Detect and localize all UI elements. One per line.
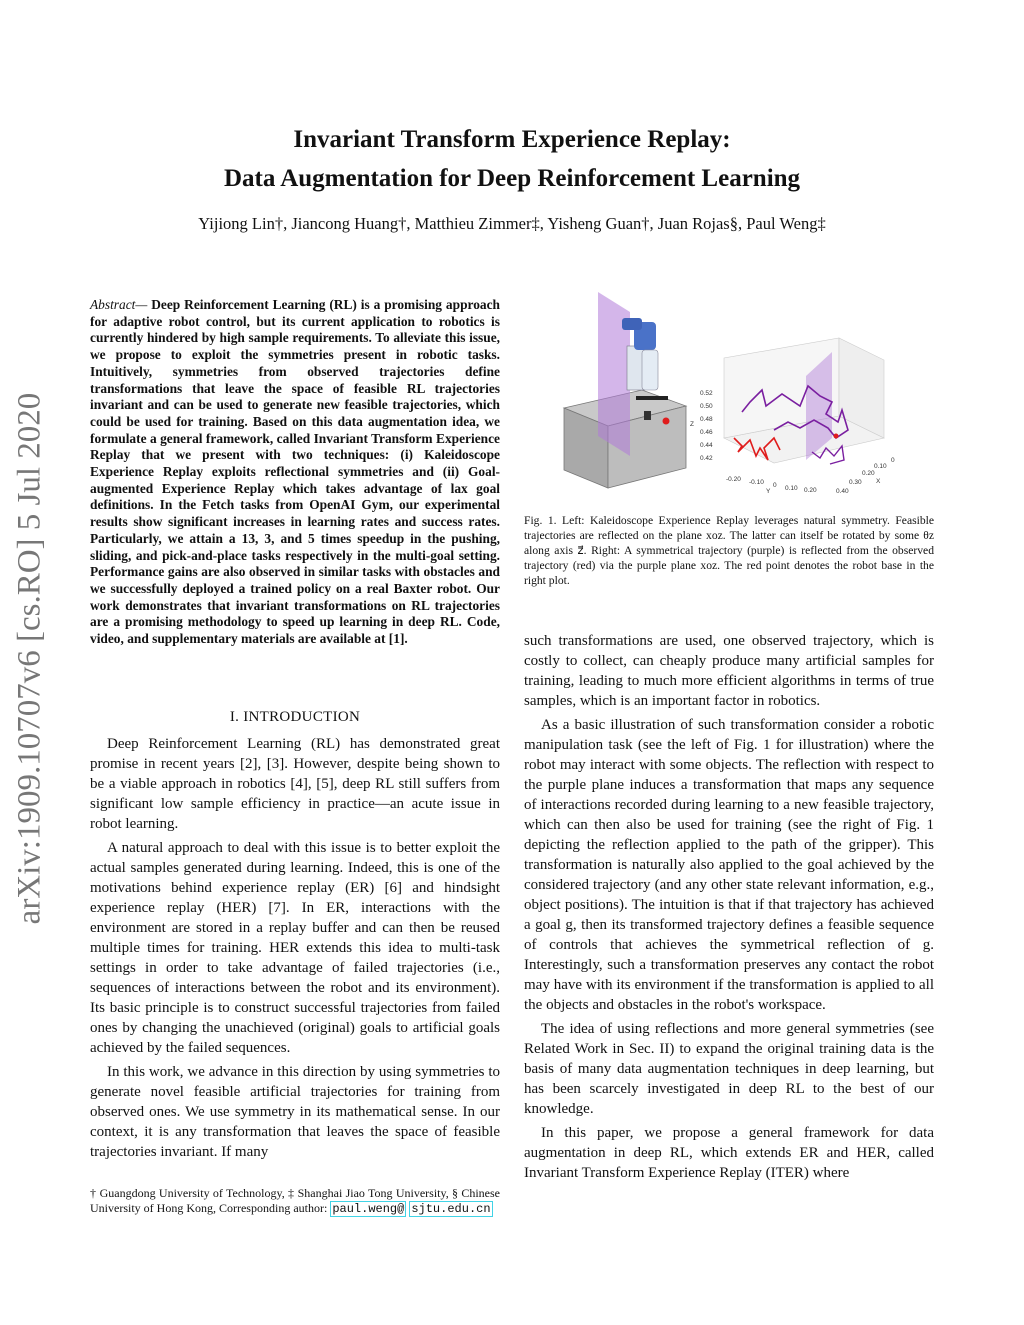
svg-text:0.20: 0.20 (862, 470, 875, 477)
paragraph: The idea of using reflections and more general symmetries (see Related Work in Sec. II) to expand the original training data is the basis of many data augmentation techniques in deep learning, but has been scarcely investigated in deep RL to the best of our knowledge. (524, 1021, 934, 1117)
footnote: † Guangdong University of Technology, ‡ Shanghai Jiao Tong University, § Chinese University of Hong Kong, Corresponding author: paul.weng@ sjtu.edu.cn (90, 1186, 500, 1216)
left-column-body (90, 734, 500, 1166)
trajectory-plot (690, 338, 895, 495)
svg-text:0.46: 0.46 (700, 429, 713, 436)
section-heading-introduction: I. INTRODUCTION (229, 709, 361, 725)
z-axis-label: Z (690, 421, 694, 428)
svg-text:0.10: 0.10 (785, 485, 798, 492)
figure-1-graphic (524, 288, 934, 503)
svg-text:0.20: 0.20 (804, 487, 817, 494)
title-line-2: Data Augmentation for Deep Reinforcement Learning (223, 165, 801, 192)
svg-text:0.44: 0.44 (700, 442, 713, 449)
robot-illustration (564, 292, 686, 488)
svg-text:0.48: 0.48 (700, 416, 713, 423)
paragraph: In this work, we advance in this direction by using symmetries to generate novel feasible artificial trajectories for training from observed ones. We use symmetry in its mathematical sense. In our context, it is any transformation that leaves the space of feasible trajectories invariant. If many (90, 1064, 500, 1160)
paragraph: In this paper, we propose a general framework for data augmentation in deep RL, which extends ER and HER, called Invariant Transform Experience Replay (ITER) where (524, 1125, 934, 1181)
x-axis-label: X (876, 478, 881, 485)
svg-text:-0.10: -0.10 (749, 479, 764, 486)
x-axis-ticks (836, 457, 895, 495)
svg-text:0.10: 0.10 (874, 463, 887, 470)
svg-text:0: 0 (773, 482, 777, 489)
arxiv-stamp: arXiv:1909.10707v6 [cs.RO] 5 Jul 2020 (11, 392, 48, 925)
svg-text:0.52: 0.52 (700, 390, 713, 397)
abstract-label: Abstract (90, 297, 136, 312)
y-axis-ticks (726, 476, 817, 494)
paragraph: Deep Reinforcement Learning (RL) has demonstrated great promise in recent years [2], [3]. However, despite being shown to be a viable approach in robotics [4], [5], deep RL still suffers from significant low sample efficiency in practice—an acute issue in robot learning. (90, 736, 500, 832)
paragraph: such transformations are used, one observed trajectory, which is costly to collect, can cheaply produce many artificial samples for training, leading to much more efficient algorithms in terms of true samples, which is an important factor in robotics. (524, 633, 934, 709)
paper-title (0, 120, 1024, 198)
title-line-1: Invariant Transform Experience Replay: (293, 126, 731, 153)
y-axis-label: Y (766, 488, 771, 495)
figure-1 (524, 288, 934, 503)
paragraph: As a basic illustration of such transformation consider a robotic manipulation task (see the left of Fig. 1 for illustration) where the robot may interact with some objects. The reflection with respect to the purple plane induces a transformation that maps any sequence of interactions recorded during learning to a new feasible trajectory, which can then also be used for training (see the right of Fig. 1 depicting the reflection applied to the path of the gripper). This transformation is naturally also applied to the goal achieved by the considered trajectory (and any other state relevant information, e.g., object positions). The intuition is that if that trajectory has achieved a goal g, then its transformed trajectory defines a feasible sequence of controls that achieves the symmetrical reflection of g. Interestingly, such a transformation preserves any contact the robot may have with its environment if the transformation is applied to all the objects and obstacles in the robot's workspace. (524, 717, 934, 1013)
authors: Yijiong Lin†, Jiancong Huang†, Matthieu Zimmer‡, Yisheng Guan†, Juan Rojas§, Paul Weng‡ (198, 214, 826, 233)
svg-text:0.50: 0.50 (700, 403, 713, 410)
abstract: Abstract— Deep Reinforcement Learning (RL) is a promising approach for adaptive robot control, but its current application to robotics is currently hindered by high sample requirements. To alleviate this issue, we propose to exploit the symmetries present in robotic tasks. Intuitively, symmetries from observed trajectories define transformations that leave the space of feasible RL trajectories invariant and can be used to generate new feasible trajectories, which could be used for training. Based on this data augmentation idea, we formulate a general framework, called Invariant Transform Experience Replay that we present with two techniques: (i) Kaleidoscope Experience Replay exploits reflectional symmetries and (ii) Goal-augmented Experience Replay which takes advantage of lax goal definitions. In the Fetch tasks from OpenAI Gym, our experimental results show significant increases in learning rates and success rates. Particularly, we attain a 13, 3, and 5 times speedup in the pushing, sliding, and pick-and-place tasks respectively in the multi-goal setting. Performance gains are also observed in similar tasks with obstacles and we successfully deployed a trained policy on a real Baxter robot. Our work demonstrates that invariant transformations on RL trajectories are a promising methodology to speed up learning in deep RL. Code, video, and supplementary materials are available at [1]. (90, 297, 500, 647)
email-link-continued[interactable]: sjtu.edu.cn (411, 1202, 491, 1216)
svg-text:0.42: 0.42 (700, 455, 713, 462)
right-column-body (524, 631, 934, 1187)
svg-text:0.40: 0.40 (836, 488, 849, 495)
svg-text:-0.20: -0.20 (726, 476, 741, 483)
svg-text:0.30: 0.30 (849, 479, 862, 486)
paragraph: A natural approach to deal with this issue is to better exploit the actual samples generated during learning. Indeed, this is one of the motivations behind experience replay (ER) [6] and hindsight experience replay (HER) [7]. In ER, interactions with the environment are stored in a replay buffer and can then be reused multiple times for training. HER extends this idea to multi-task settings in order to take advantage of failed trajectories (i.e., sequences of interactions between the robot and its environment). Its basic principle is to construct successful trajectories from failed ones by changing the unachieved (original) goals to artificial goals achieved by the failed sequences. (90, 840, 500, 1056)
robot-base-point (834, 434, 839, 439)
abstract-text: Deep Reinforcement Learning (RL) is a promising approach for adaptive robot control, but its current application to robotics is currently hindered by high sample requirements. To alleviate this issue, we propose to exploit the symmetries present in robotic tasks. Intuitively, symmetries from observed trajectories define transformations that leave the space of feasible RL trajectories invariant and can be used to generate new feasible trajectories, which could be used for training. Based on this data augmentation idea, we formulate a general framework, called Invariant Transform Experience Replay that we present with two techniques: (i) Kaleidoscope Experience Replay exploits reflectional symmetries and (ii) Goal-augmented Experience Replay which takes advantage of lax goal definitions. In the Fetch tasks from OpenAI Gym, our experimental results show significant increases in learning rates and success rates. Particularly, we attain a 13, 3, and 5 times speedup in the pushing, sliding, and pick-and-place tasks respectively in the multi-goal setting. Performance gains are also observed in similar tasks with obstacles and we successfully deployed a trained policy on a real Baxter robot. Our work demonstrates that invariant transformations on RL trajectories are a promising methodology to speed up learning in deep RL. Code, video, and supplementary materials are available at [1]. (90, 297, 500, 647)
z-axis-ticks (700, 390, 713, 462)
figure-1-caption: Fig. 1. Left: Kaleidoscope Experience Replay leverages natural symmetry. Feasible trajectories are reflected on the plane xoz. The latter can itself be rotated by some θz along axis z⃗. Right: A symmetrical trajectory (purple) is reflected from the observed trajectory (red) via the purple plane xoz. The red point denotes the robot base in the right plot. (524, 514, 934, 587)
svg-text:0: 0 (891, 457, 895, 464)
email-link[interactable]: paul.weng@ (332, 1202, 405, 1216)
